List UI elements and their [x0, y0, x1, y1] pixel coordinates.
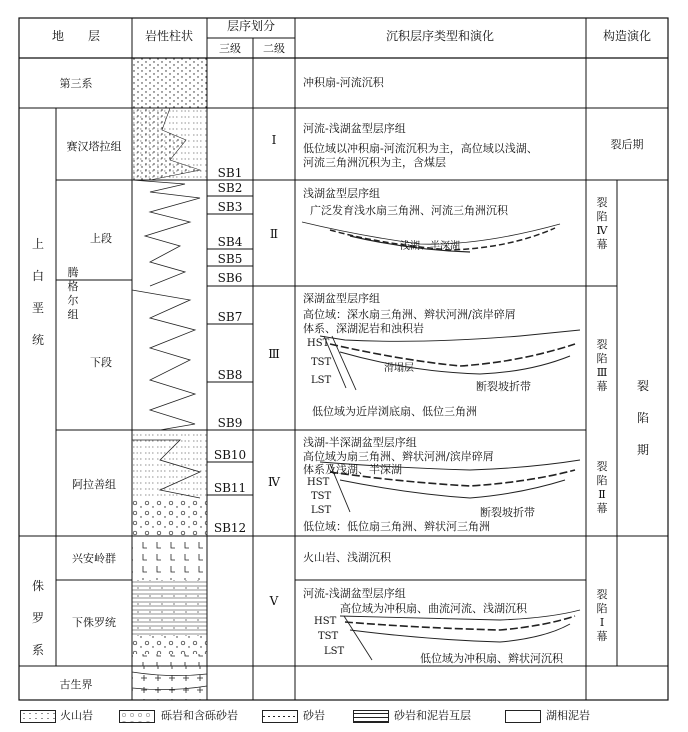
tectonic-rift4: 裂陷Ⅳ幕 [596, 196, 608, 251]
sed-tertiary: 冲积扇-河流沉积 [303, 76, 384, 89]
second-order-label: Ⅱ [269, 227, 279, 241]
second-order-label: Ⅳ [268, 475, 280, 489]
sed-s2-diagram-label: 浅湖、半深湖 [400, 241, 460, 252]
sed-s3-tst: TST [311, 357, 332, 368]
sed-s3-low: 低位域为近岸浏底扇、低位三角洲 [312, 405, 477, 418]
header-sedimentary: 沉积层序类型和演化 [385, 29, 495, 43]
tectonic-rift3: 裂陷Ⅲ幕 [596, 338, 608, 393]
sb-label: SB11 [213, 481, 247, 495]
sed-s1-line1: 低位域以冲积扇-河流沉积为主，高位域以浅湖、 [303, 142, 538, 155]
sed-s5-lst: LST [324, 646, 345, 657]
sed-s4-line2: 体系及浅湖、半深湖 [303, 463, 402, 476]
sed-s4-title: 浅湖-半深湖盆型层序组 [303, 436, 417, 449]
sb-label: SB9 [217, 416, 243, 430]
header-third-order: 三级 [219, 42, 241, 55]
stratum-saihan: 赛汉塔拉组 [66, 140, 122, 153]
sed-s4-tst: TST [311, 491, 332, 502]
stratum-paleozoic: 古生界 [59, 678, 93, 691]
header-lithology: 岩性柱状 [144, 29, 194, 43]
sed-s3-slump: 滑塌层 [384, 363, 414, 374]
sed-s1-line2: 河流三角洲沉积为主，含煤层 [303, 156, 446, 169]
sed-s5-low: 低位域为冲积扇、辫状河沉积 [420, 652, 563, 665]
legend-label: 湖相泥岩 [546, 709, 590, 722]
sb-label: SB5 [217, 252, 243, 266]
legend-conglomerate-swatch [119, 710, 155, 723]
sed-s2-line1: 广泛发育浅水扇三角洲、河流三角洲沉积 [310, 204, 508, 217]
sed-s5a: 火山岩、浅湖沉积 [303, 551, 391, 564]
sb-label: SB7 [217, 310, 243, 324]
sed-s5-line1: 高位域为冲积扇、曲流河流、浅湖沉积 [340, 602, 527, 615]
sb-label: SB3 [217, 200, 243, 214]
sed-s5-title: 河流-浅湖盆型层序组 [303, 587, 406, 600]
sb-label: SB1 [217, 166, 243, 180]
legend-label: 砂岩 [303, 709, 325, 722]
legend-label: 火山岩 [60, 709, 93, 722]
sed-s4-fault: 断裂坡折带 [480, 506, 535, 519]
legend-volcanic-swatch [20, 710, 56, 723]
header-second-order: 二级 [263, 42, 285, 55]
header-sequence-division: 层序划分 [226, 19, 276, 33]
legend-lacustrine-swatch [505, 710, 541, 723]
sb-label: SB8 [217, 368, 243, 382]
stratum-tenger: 腾格尔组 [67, 266, 79, 321]
sed-s5-tst: TST [318, 631, 339, 642]
tectonic-post-rift: 裂后期 [610, 138, 644, 151]
basin-diagram-3 [320, 330, 580, 390]
sb-label: SB4 [217, 235, 243, 249]
second-order-label: Ⅰ [271, 133, 277, 147]
sed-s1-title: 河流-浅湖盆型层序组 [303, 122, 406, 135]
sed-s3-lst: LST [311, 375, 332, 386]
sed-s4-low: 低位域：低位扇三角洲、辫状河三角洲 [303, 520, 490, 533]
second-order-label: Ⅲ [268, 347, 280, 361]
stratum-jurassic: 侏罗系 [31, 579, 44, 657]
stratum-alashan: 阿拉善组 [72, 478, 116, 491]
stratum-lower-jurassic: 下侏罗统 [72, 616, 116, 629]
sed-s5-hst: HST [314, 616, 337, 627]
sb-label: SB2 [217, 181, 243, 195]
tectonic-rift-period: 裂陷期 [636, 379, 649, 457]
stratum-lower-member: 下段 [90, 356, 112, 369]
sed-s3-fault: 断裂坡折带 [476, 380, 531, 393]
legend-label: 砾岩和含砾砂岩 [161, 709, 238, 722]
sed-s4-hst: HST [307, 477, 330, 488]
lithology-column [132, 58, 207, 700]
sb-label: SB12 [213, 521, 247, 535]
legend-label: 砂岩和泥岩互层 [394, 709, 471, 722]
stratum-xinganling: 兴安岭群 [72, 552, 116, 565]
sed-s3-line2: 体系、深湖泥岩和浊积岩 [303, 322, 424, 335]
sed-s4-line1: 高位域为扇三角洲、辫状河洲/滨岸碎屑 [303, 450, 494, 463]
legend-sandstone-swatch [262, 710, 298, 723]
legend-interbed-swatch [353, 710, 389, 723]
sed-s3-title: 深湖盆型层序组 [303, 292, 380, 305]
header-strata: 地 层 [51, 29, 101, 43]
sed-s4-lst: LST [311, 505, 332, 516]
sed-s3-hst: HST [307, 338, 330, 349]
sed-s3-line1: 高位域：深水扇三角洲、辫状河洲/滨岸碎屑 [303, 308, 516, 321]
header-tectonic: 构造演化 [602, 29, 652, 43]
tectonic-rift1: 裂陷Ⅰ幕 [596, 588, 608, 643]
sb-label: SB6 [217, 271, 243, 285]
stratum-upper-member: 上段 [90, 232, 112, 245]
second-order-label: Ⅴ [269, 594, 279, 608]
sed-s2-title: 浅湖盆型层序组 [303, 187, 380, 200]
stratum-tertiary: 第三系 [59, 77, 93, 90]
stratum-upper-cretaceous: 上白垩统 [31, 237, 44, 347]
tectonic-rift2: 裂陷Ⅱ幕 [596, 460, 608, 515]
sb-label: SB10 [213, 448, 247, 462]
